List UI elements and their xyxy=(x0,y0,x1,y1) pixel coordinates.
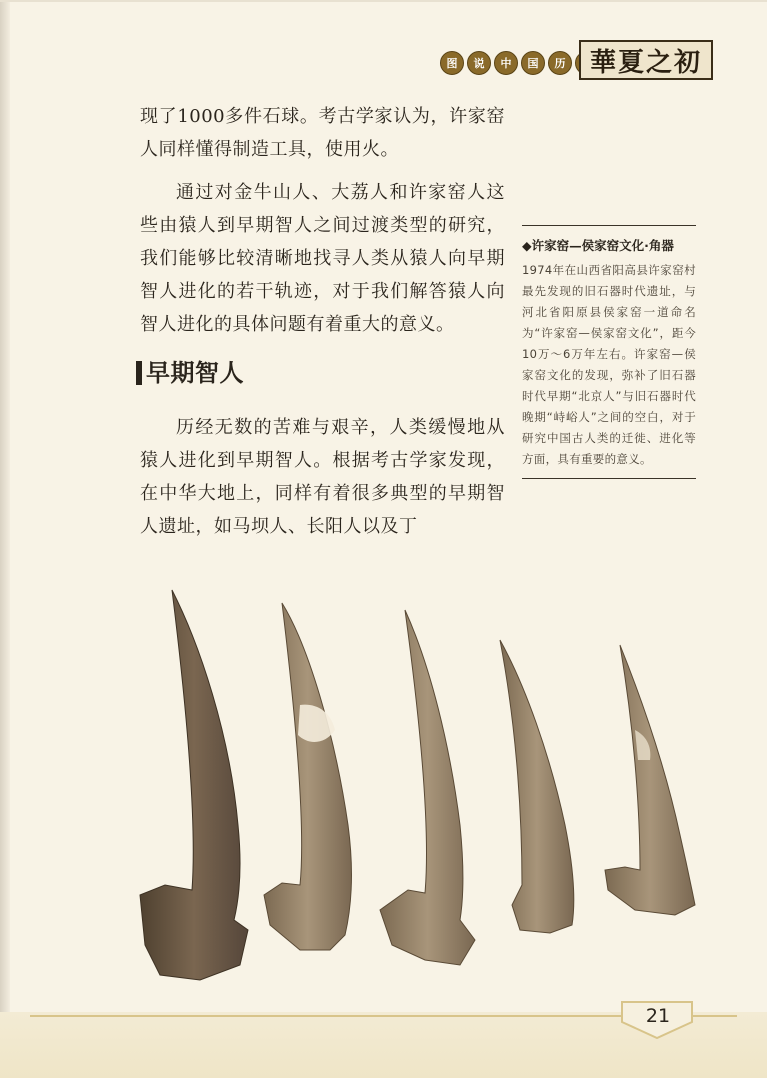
book-title: 華夏之初 xyxy=(579,40,713,80)
caption-title: ◆许家窑—侯家窑文化·角器 xyxy=(522,238,674,253)
series-char: 国 xyxy=(521,51,545,75)
horn-tool-2 xyxy=(264,603,352,950)
paragraph: 通过对金牛山人、大荔人和许家窑人这些由猿人到早期智人之间过渡类型的研究，我们能够比较清晰地找寻人类从猿人向早期智人进化的若干轨迹，对于我们解答猿人向智人进化的具体问题有着重大的意义。 xyxy=(140,182,505,335)
series-char: 中 xyxy=(494,51,518,75)
sidebar-caption xyxy=(522,225,696,479)
horn-tool-5 xyxy=(605,645,695,915)
horn-tools-photo xyxy=(130,585,710,995)
heading-bar-icon xyxy=(136,361,142,385)
page-number: 21 xyxy=(645,1005,671,1027)
section-heading xyxy=(136,353,505,393)
page-edge xyxy=(0,0,10,1078)
horn-tool-1 xyxy=(140,590,248,980)
horn-tool-3 xyxy=(380,610,475,965)
horn-tool-4 xyxy=(500,640,574,933)
series-char: 历 xyxy=(548,51,572,75)
paragraph: 现了1000多件石球。考古学家认为，许家窑人同样懂得制造工具，使用火。 xyxy=(140,106,505,160)
main-text-column xyxy=(140,100,505,543)
section-heading-text: 早期智人 xyxy=(146,358,244,387)
caption-body: 1974年在山西省阳高县许家窑村最先发现的旧石器时代遗址，与河北省阳原县侯家窑一道命名为“许家窑—侯家窑文化”，距今10万～6万年左右。许家窑—侯家窑文化的发现，弥补了旧石器时代早期“北京人”与旧石器时代晚期“峙峪人”之间的空白，对于研究中国古人类的迁徙、进化等方面，具有重要的意义。 xyxy=(522,263,696,466)
top-rule xyxy=(0,0,767,2)
series-char: 说 xyxy=(467,51,491,75)
series-logo xyxy=(440,50,599,76)
series-char: 图 xyxy=(440,51,464,75)
paragraph: 历经无数的苦难与艰辛，人类缓慢地从猿人进化到早期智人。根据考古学家发现，在中华大地上，同样有着很多典型的早期智人遗址，如马坝人、长阳人以及丁 xyxy=(140,417,505,537)
